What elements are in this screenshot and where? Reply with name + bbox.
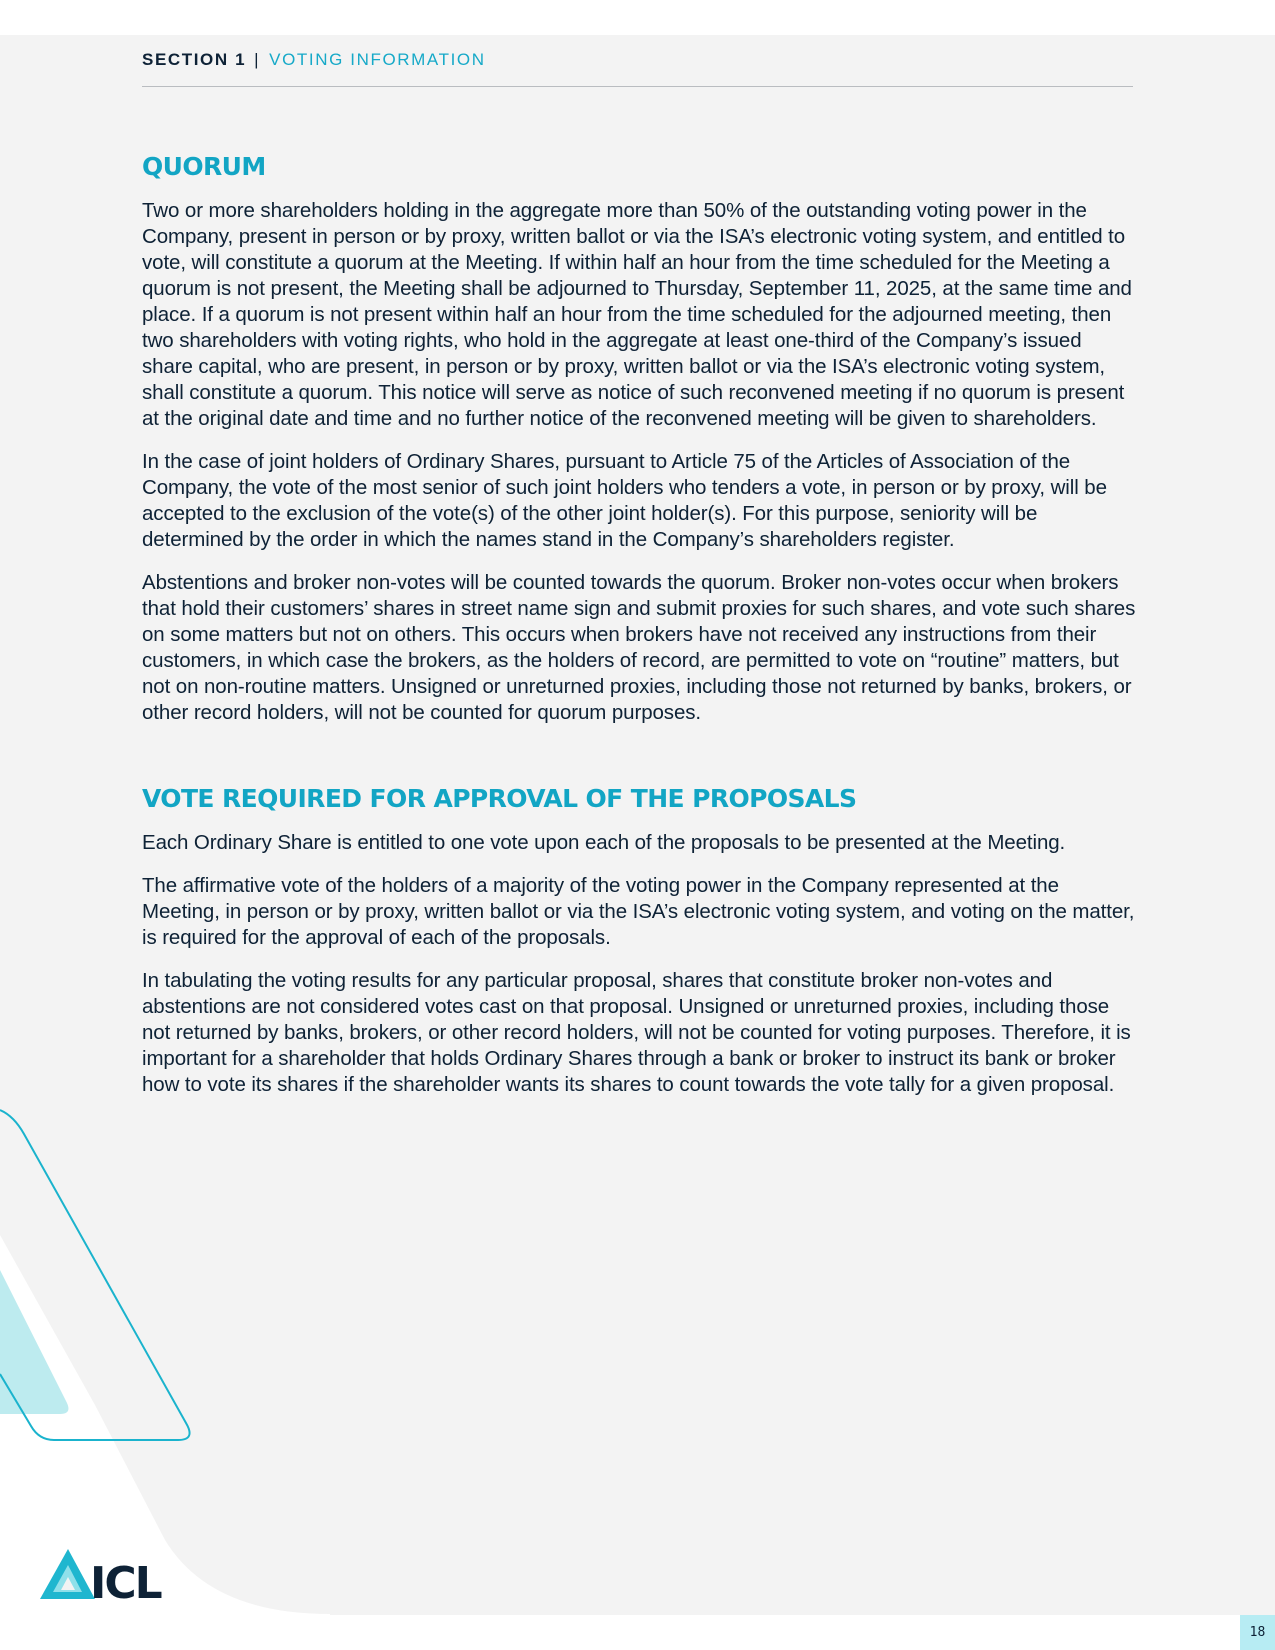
page-number: 18: [1240, 1615, 1275, 1650]
vote-required-paragraph: The affirmative vote of the holders of a majority of the voting power in the Company represented at the Meeting, in person or by proxy, written ballot or via the ISA’s electronic voting system, and voting on the matter, is required for the approval of each of the proposals.: [142, 874, 1135, 949]
section-header: [142, 50, 1133, 87]
icl-logo: [40, 1547, 170, 1602]
quorum-heading: QUORUM: [142, 152, 266, 181]
vote-required-heading: VOTE REQUIRED FOR APPROVAL OF THE PROPOSALS: [142, 784, 857, 813]
logo-text: ICL: [90, 1558, 161, 1602]
quorum-paragraph: Abstentions and broker non-votes will be counted towards the quorum. Broker non-votes occur when brokers that hold their customers’ shares in street name sign and submit proxies for such shares, and vote such shares on some matters but not on others. This occurs when brokers have not received any instructions from their customers, in which case the brokers, as the holders of record, are permitted to vote on “routine” matters, but not on non-routine matters. Unsigned or unreturned proxies, including those not returned by banks, brokers, or other record holders, will not be counted for quorum purposes.: [142, 571, 1136, 724]
quorum-paragraph: Two or more shareholders holding in the aggregate more than 50% of the outstanding voting power in the Company, present in person or by proxy, written ballot or via the ISA’s electronic voting system, and entitled to vote, will constitute a quorum at the Meeting. If within half an hour from the time scheduled for the Meeting a quorum is not present, the Meeting shall be adjourned to Thursday, September 11, 2025, at the same time and place. If a quorum is not present within half an hour from the time scheduled for the adjourned meeting, then two shareholders with voting rights, who hold in the aggregate at least one-third of the Company’s issued share capital, who are present, in person or by proxy, written ballot or via the ISA’s electronic voting system, shall constitute a quorum. This notice will serve as notice of such reconvened meeting if no quorum is present at the original date and time and no further notice of the reconvened meeting will be given to shareholders.: [142, 199, 1132, 430]
vote-required-paragraph: Each Ordinary Share is entitled to one vote upon each of the proposals to be presented at the Meeting.: [142, 831, 1066, 854]
header-separator: |: [254, 50, 261, 69]
section-topic: VOTING INFORMATION: [269, 50, 486, 69]
main-content: [142, 150, 1137, 1115]
quorum-paragraph: In the case of joint holders of Ordinary Shares, pursuant to Article 75 of the Articles of Association of the Company, the vote of the most senior of such joint holders who tenders a vote, in person or by proxy, will be accepted to the exclusion of the vote(s) of the other joint holder(s). For this purpose, seniority will be determined by the order in which the names stand in the Company’s shareholders register.: [142, 450, 1107, 551]
vote-required-paragraph: In tabulating the voting results for any particular proposal, shares that constitute broker non-votes and abstentions are not considered votes cast on that proposal. Unsigned or unreturned proxies, including those not returned by banks, brokers, or other record holders, will not be counted for voting purposes. Therefore, it is important for a shareholder that holds Ordinary Shares through a bank or broker to instruct its bank or broker how to vote its shares if the shareholder wants its shares to count towards the vote tally for a given proposal.: [142, 969, 1131, 1096]
section-label: SECTION 1: [142, 50, 247, 69]
